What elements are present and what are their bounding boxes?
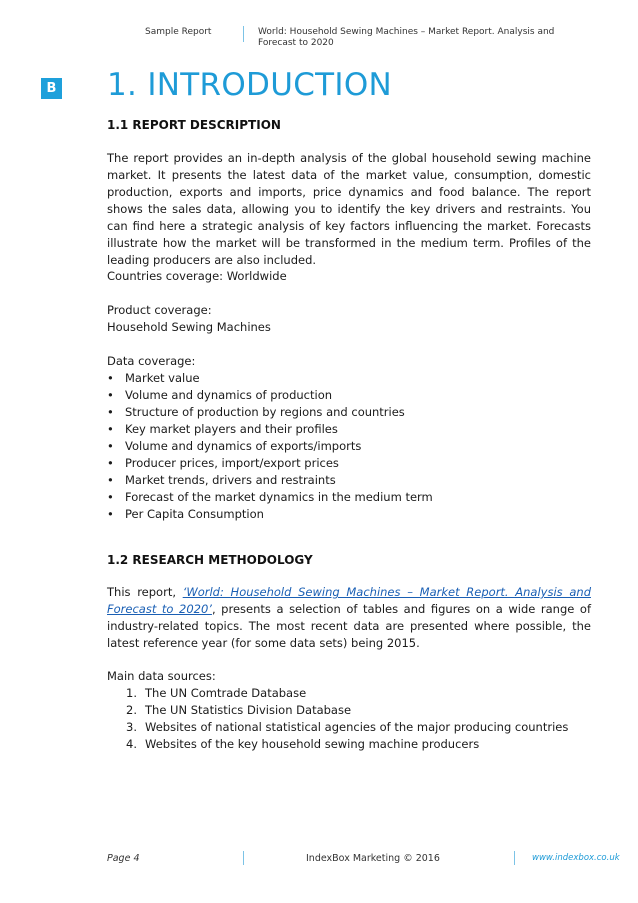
- report-description-paragraph: The report provides an in-depth analysis of the global household sewing machine market. It presents the latest data of the market value, consumption, domestic production, exports and imports, price dynamics and food balance. The report shows the sales data, allowing you to identify the key drivers and restraints. You can find here a strategic analysis of key factors influencing the market. Forecasts illustrate how the market will be transformed in the medium term. Profiles of the leading producers are also included.: [107, 151, 591, 267]
- footer-company: IndexBox Marketing © 2016: [306, 853, 440, 864]
- footer-page-number: Page 4: [107, 853, 140, 864]
- methodology-paragraph: This report, ‘World: Household Sewing Machines – Market Report. Analysis and Forecast to 2020’, presents a selection of tables and figures on a wide range of industry-related topics. The most recent data are presented where possible, the latest reference year (for some data sets) being 2015.: [107, 585, 591, 650]
- product-coverage-label: Product coverage:: [107, 303, 212, 317]
- data-coverage-label: Data coverage:: [107, 354, 196, 368]
- bullet-icon: •: [107, 388, 114, 402]
- bullet-icon: •: [107, 507, 114, 521]
- header-divider: [243, 26, 244, 42]
- bullet-icon: •: [107, 371, 114, 385]
- bullet-icon: •: [107, 422, 114, 436]
- footer-divider: [514, 851, 515, 865]
- section-heading-research-methodology: 1.2 RESEARCH METHODOLOGY: [107, 553, 313, 567]
- report-title-link[interactable]: ‘World: Household Sewing Machines – Market Report. Analysis and Forecast to 2020’: [107, 585, 591, 616]
- header-report-title: World: Household Sewing Machines – Market Report. Analysis and Forecast to 2020: [258, 27, 555, 48]
- footer-divider: [243, 851, 244, 865]
- product-coverage-value: Household Sewing Machines: [107, 320, 271, 334]
- chapter-badge-icon: B: [41, 78, 62, 99]
- report-page: Sample Report World: Household Sewing Machines – Market Report. Analysis and Forecast to 2020 B 1. INTRODUCTION 1.1 REPORT DESCRIPTION The report provides an in-depth analysis of the global household sewing machine market. It presents the latest data of the market value, consumption, domestic production, exports and imports, price dynamics and food balance. The report shows the sales data, allowing you to identify the key drivers and restraints. You can find here a strategic analysis of key factors influencing the market. Forecasts illustrate how the market will be transformed in the medium term. Profiles of the leading producers are also included. Countries coverage: Worldwide Product coverage: Household Sewing Machines Data coverage: • Market value • Volume and dynamics of production • Structure of production by regions and countries • Key market players and their profiles • Volume and dynamics of exports/imports • Producer prices, import/export prices • Market trends, drivers and restraints • Forecast of the market dynamics in the medium term • Per Capita Consumption 1.2 RESEARCH METHODOLOGY This report, ‘World: Household Sewing Machines – Market Report. Analysis and Forecast to 2020’, presents a selection of tables and figures on a wide range of industry-related topics. The most recent data are presented where possible, the latest reference year (for some data sets) being 2015. Main data sources: 1. The UN Comtrade Database 2. The UN Statistics Division Database 3. Websites of national statistical agencies of the major producing countries 4. Websites of the key household sewing machine producers Page 4 IndexBox Marketing © 2016 www.indexbox.co.uk: [0, 0, 638, 903]
- chapter-title: 1. INTRODUCTION: [107, 67, 393, 103]
- bullet-icon: •: [107, 473, 114, 487]
- countries-coverage: Countries coverage: Worldwide: [107, 269, 287, 283]
- bullet-icon: •: [107, 490, 114, 504]
- footer-website-link[interactable]: www.indexbox.co.uk: [532, 853, 620, 863]
- bullet-icon: •: [107, 405, 114, 419]
- section-heading-report-description: 1.1 REPORT DESCRIPTION: [107, 118, 281, 132]
- sources-label: Main data sources:: [107, 669, 216, 683]
- header-report-type: Sample Report: [145, 27, 212, 37]
- bullet-icon: •: [107, 456, 114, 470]
- bullet-icon: •: [107, 439, 114, 453]
